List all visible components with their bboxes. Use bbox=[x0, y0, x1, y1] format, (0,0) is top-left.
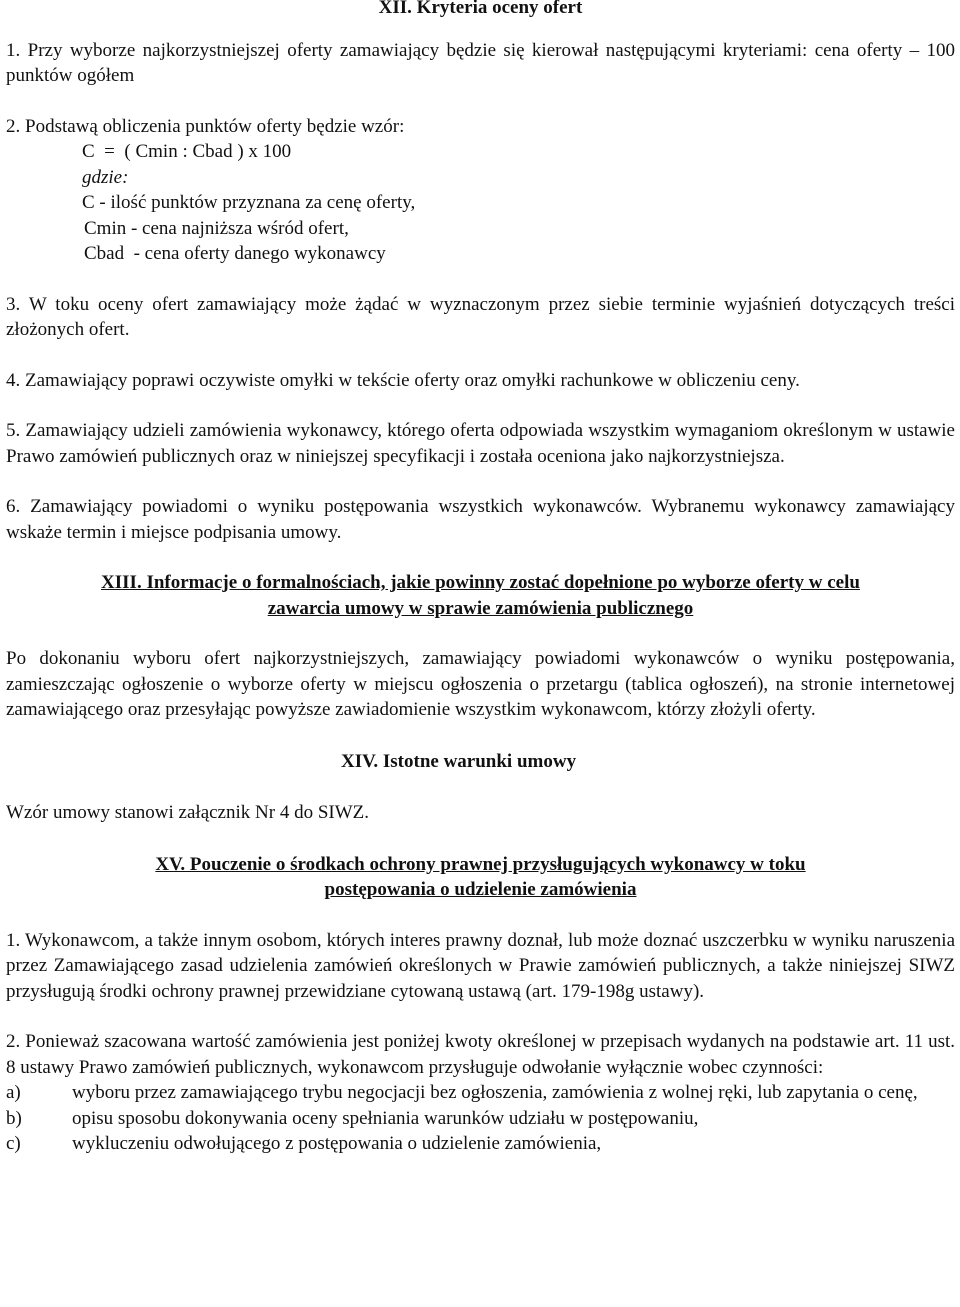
list-text: wyboru przez zamawiającego trybu negocjacji bez ogłoszenia, zamówienia z wolnej ręki, lub zapytania o cenę, bbox=[72, 1082, 918, 1103]
s12-formula-where: gdzie: bbox=[82, 166, 129, 188]
s14-paragraph-1: Wzór umowy stanowi załącznik Nr 4 do SIWZ. bbox=[6, 802, 370, 823]
list-item bbox=[6, 1080, 955, 1106]
s12-formula: C = ( Cmin : Cbad ) x 100 bbox=[82, 141, 292, 162]
s12-paragraph-6: 6. Zamawiający powiadomi o wyniku postępowania wszystkich wykonawców. Wybranemu wykonawcy zamawiający wskaże termin i miejsce podpisania umowy. bbox=[6, 496, 955, 543]
s15-paragraph-1: 1. Wykonawcom, a także innym osobom, których interes prawny doznał, lub może doznać uszczerbku w wyniku naruszenia przez Zamawiającego zasad udzielenia zamówień określonych w Prawie zamówień publicznych, a także niniejszej SIWZ przysługują środki ochrony prawnej przewidziane cytowaną ustawą (art. 179-198g ustawy). bbox=[6, 929, 955, 1002]
list-text: wykluczeniu odwołującego z postępowania o udzielenie zamówienia, bbox=[72, 1133, 602, 1154]
s12-formula-def-c: C - ilość punktów przyznana za cenę oferty, bbox=[82, 192, 416, 213]
s12-paragraph-2-intro: 2. Podstawą obliczenia punktów oferty będzie wzór: bbox=[6, 115, 405, 137]
list-marker: b) bbox=[6, 1107, 22, 1129]
list-item bbox=[6, 1106, 955, 1132]
section-xiii-heading-line2: zawarcia umowy w sprawie zamówienia publicznego bbox=[267, 597, 694, 619]
s12-paragraph-1: 1. Przy wyborze najkorzystniejszej oferty zamawiający będzie się kierował następującymi kryteriami: cena oferty – 100 punktów ogółem bbox=[6, 39, 955, 86]
s12-paragraph-5: 5. Zamawiający udzieli zamówienia wykonawcy, którego oferta odpowiada wszystkim wymaganiom określonym w ustawie Prawo zamówień publicznych oraz w niniejszej specyfikacji i została oceniona jako najkorzystniejsza. bbox=[6, 420, 955, 467]
document-page bbox=[6, 0, 955, 1157]
section-xiv-heading: XIV. Istotne warunki umowy bbox=[341, 750, 577, 772]
list-marker: c) bbox=[6, 1133, 21, 1154]
section-xv-heading-line1: XV. Pouczenie o środkach ochrony prawnej przysługujących wykonawcy w toku bbox=[155, 853, 806, 875]
section-xii-heading: XII. Kryteria oceny ofert bbox=[378, 0, 583, 18]
section-xv-heading-line2: postępowania o udzielenie zamówienia bbox=[324, 879, 637, 900]
s12-formula-def-cmin: Cmin - cena najniższa wśród ofert, bbox=[84, 217, 349, 239]
s15-paragraph-2: 2. Ponieważ szacowana wartość zamówienia jest poniżej kwoty określonej w przepisach wydanych na podstawie art. 11 ust. 8 ustawy Prawo zamówień publicznych, wykonawcom przysługuje odwołanie wyłącznie wobec czynności: bbox=[6, 1031, 955, 1078]
section-xiii-heading-line1: XIII. Informacje o formalnościach, jakie powinny zostać dopełnione po wyborze oferty w celu bbox=[101, 572, 860, 593]
list-marker: a) bbox=[6, 1082, 21, 1103]
list-item bbox=[6, 1131, 955, 1157]
s12-paragraph-4: 4. Zamawiający poprawi oczywiste omyłki w tekście oferty oraz omyłki rachunkowe w obliczeniu ceny. bbox=[6, 369, 800, 391]
s12-paragraph-3: 3. W toku oceny ofert zamawiający może żądać w wyznaczonym przez siebie terminie wyjaśnień dotyczących treści złożonych ofert. bbox=[6, 293, 955, 340]
s13-paragraph-1: Po dokonaniu wyboru ofert najkorzystniejszych, zamawiający powiadomi wykonawców o wyniku postępowania, zamieszczając ogłoszenie o wyborze oferty w miejscu ogłoszenia o przetargu (tablica ogłoszeń), na stronie internetowej zamawiającego oraz przesyłając powyższe zawiadomienie wszystkim wykonawcom, którzy złożyli oferty. bbox=[6, 648, 955, 720]
s12-formula-def-cbad: Cbad - cena oferty danego wykonawcy bbox=[84, 243, 386, 264]
list-text: opisu sposobu dokonywania oceny spełniania warunków udziału w postępowaniu, bbox=[72, 1107, 699, 1129]
